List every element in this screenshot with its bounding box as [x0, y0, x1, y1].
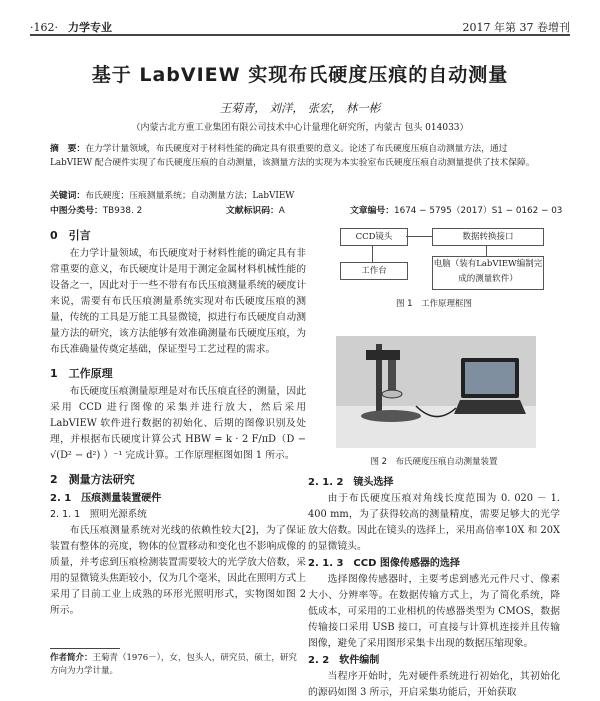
introduction-text: 在力学计量领域，布氏硬度对于材料性能的确定具有非常重要的意义，布氏硬度计是用于测定金属材料机械性能的设备之一，因此对于一些不带有布氏压痕测量系统的硬度计来说，需要有布氏压痕测量系统实现对布氏硬度压痕的测量，传统的工具是万能工具显微镜，拟进行布氏硬度自动测量方法的研究，该方法能够有效准确测量布氏硬度压痕，为布氏准确量传奠定基础，保证型号工艺过程的需求。 — [50, 248, 306, 355]
doc-code — [226, 203, 285, 216]
figure-2-photo — [336, 336, 536, 448]
abstract-label: 摘 要： — [50, 144, 86, 154]
header-rule — [30, 34, 570, 36]
lighting-text: 布氏压痕测量系统对光线的依赖性较大[2]，为了保证装置有整体的亮度，物体的位置移动和变化也不影响成像的质量，并考虑到压痕检测装置需要较大的光学放大倍数，采用的显微镜头焦距较小，仅为几个毫米，因此在照明方式上采用了目前工业上成熟的环形光照明形式，实物图如图 2 所示。 — [50, 525, 306, 616]
art-label: 文章编号： — [350, 206, 394, 216]
figure-2-caption: 图 2 布氏硬度压痕自动测量装置 — [370, 457, 498, 467]
doc-label: 文献标识码： — [226, 206, 279, 216]
software-text: 当程序开始时，先对硬件系统进行初始化，其初始化的源码如图 3 所示，开启采集功能后，开始获取 — [308, 671, 560, 698]
clc-value: TB938. 2 — [102, 206, 143, 216]
figure-1-caption: 图 1 工作原理框图 — [395, 299, 473, 309]
running-header — [30, 14, 570, 36]
journal-section: 力学专业 — [68, 21, 112, 34]
abstract — [50, 142, 550, 170]
page-number: ·162· — [30, 21, 58, 34]
box-stage: 工作台 — [340, 262, 408, 280]
principle-text: 布氏硬度压痕测量原理是对布氏压痕直径的测量，因此采用 CCD 进行图像的采集并进行放大，然后采用 LabVIEW 软件进行数据的初始化、后期的图像识别及处理，并根据布氏硬度计算公式 HBW = k · 2 F/πD（D − √(D² − d²) ）⁻¹ 完成计算。工作原理框图如图 1 所示。 — [50, 386, 306, 461]
heading-2-2: 2. 2 软件编制 — [308, 655, 380, 666]
footnote-text: 王菊青（1976－），女，包头人，研究员，硕士，研究方向为力学计量。 — [50, 653, 297, 676]
heading-introduction: 0 引言 — [50, 229, 91, 242]
keywords — [50, 188, 550, 201]
clc-label: 中图分类号： — [50, 206, 103, 216]
lens-text: 由于布氏硬度压痕对角线长度范围为 0. 020 － 1. 400 mm，为了获得较高的测量精度，需要足够大的光学放大倍数。因此在镜头的选择上，采用高倍率10X 和 20X 的显微镜头。 — [308, 493, 560, 552]
right-text — [308, 474, 560, 701]
footnote-label: 作者简介： — [50, 653, 93, 663]
keywords-label: 关键词： — [50, 191, 86, 201]
affiliation: （内蒙古北方重工业集团有限公司技术中心计量理化研究所，内蒙古 包头 014033） — [131, 123, 469, 133]
heading-method: 2 测量方法研究 — [50, 473, 135, 486]
paper-title: 基于 LabVIEW 实现布氏硬度压痕的自动测量 — [91, 64, 509, 86]
heading-principle: 1 工作原理 — [50, 367, 113, 380]
connector-interface-computer — [486, 245, 487, 256]
author-footnote — [50, 648, 300, 678]
header-left — [30, 19, 112, 35]
art-value: 1674 − 5795（2017）S1 − 0162 − 03 — [394, 206, 563, 216]
apparatus-illustration — [336, 336, 536, 448]
box-ccd-lens: CCD镜头 — [340, 228, 408, 246]
heading-2-1-3: 2. 1. 3 CCD 图像传感器的选择 — [308, 558, 460, 569]
authors: 王菊青， 刘洋， 张宏， 林一彬 — [219, 101, 381, 115]
abstract-text: 在力学计量领域，布氏硬度对于材料性能的确定具有很重要的意义。论述了布氏硬度压痕自动测量方法，通过 LabVIEW 配合硬件实现了布氏硬度压痕的自动测量，该测量方法的实现为本实验室布氏硬度压痕自动测量提供了技术保障。 — [50, 144, 535, 168]
article-number — [350, 203, 562, 216]
heading-2-1-1: 2. 1. 1 照明光源系统 — [50, 509, 147, 520]
footnote-rule — [50, 648, 120, 649]
journal-issue: 2017 年第 37 卷增刊 — [462, 21, 570, 34]
box-computer: 电脑（装有LabVIEW编制完成的测量软件） — [432, 256, 544, 290]
connector-ccd-stage — [372, 245, 373, 262]
left-column — [50, 226, 306, 619]
keywords-text: 布氏硬度；压痕测量系统；自动测量方法；LabVIEW — [85, 191, 295, 201]
ccd-text: 选择图像传感器时，主要考虑到感光元件尺寸、像素大小、分辨率等。在数据传输方式上，为了简化系统，降低成本，可采用的工业相机的传感器类型为 CMOS，数据传输接口采用 USB 接口，可直接与计算机连接并且传输图像，避免了采用图形采集卡出现的数据压缩现象。 — [308, 574, 560, 649]
clc-number — [50, 203, 142, 216]
doc-value: A — [278, 206, 285, 216]
heading-2-1-2: 2. 1. 2 镜头选择 — [308, 477, 394, 488]
box-data-interface: 数据转换接口 — [432, 228, 544, 246]
connector-ccd-interface — [406, 236, 432, 237]
heading-2-1: 2. 1 压痕测量装置硬件 — [50, 493, 162, 504]
